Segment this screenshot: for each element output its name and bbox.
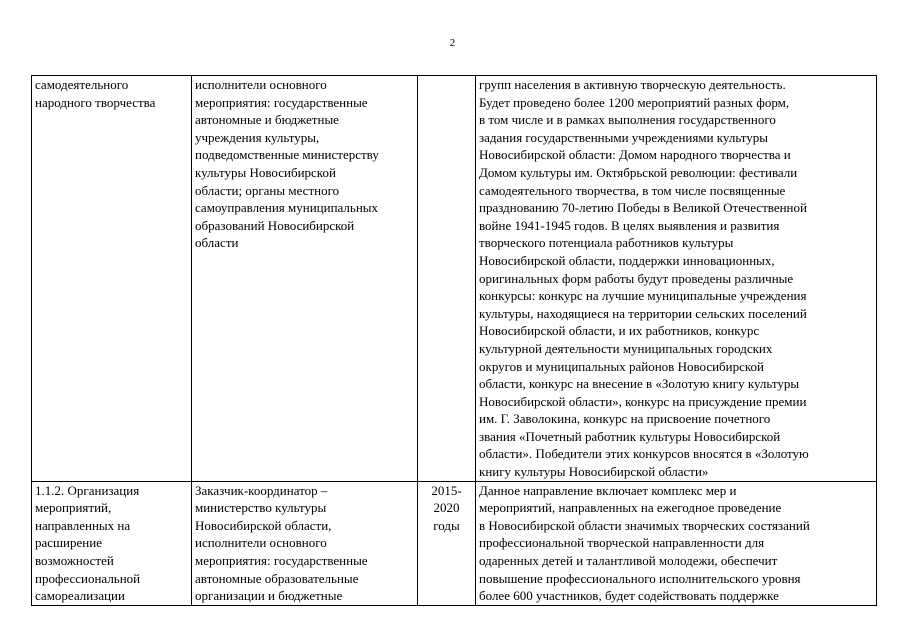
description-cell xyxy=(476,481,877,605)
program-table xyxy=(31,75,877,606)
executors-cell xyxy=(192,481,418,605)
executors-cell xyxy=(192,76,418,482)
description-text: Данное направление включает комплекс мер и мероприятий, направленных на ежегодное проведение в Новосибирской области значимых творческих состязаний профессиональной творческой направленности для одаренных детей и талантливой молодежи, обеспечит повышение профессионального исполнительского уровня более 600 участников, будет содействовать поддержке xyxy=(479,482,810,604)
description-text: групп населения в активную творческую деятельность. Будет проведено более 1200 мероприятий разных форм, в том числе и в рамках выполнения государственного задания государственными учреждениями культуры Новосибирской области: Домом народного творчества и Домом культуры им. Октябрьской революции: фестивали самодеятельного творчества, в том числе посвященные празднованию 70-летию Победы в Великой Отечественной войне 1941-1945 годов. В целях выявления и развития творческого потенциала работников культуры Новосибирской области, поддержки инновационных, оригинальных форм работы будут проведены различные конкурсы: конкурс на лучшие муниципальные учреждения культуры, находящиеся на территории сельских поселений Новосибирской области, и их работников, конкурс культурной деятельности муниципальных городских округов и муниципальных районов Новосибирской области, конкурс на внесение в «Золотую книгу культуры Новосибирской области», конкурс на присуждение премии им. Г. Заволокина, конкурс на присвоение почетного звания «Почетный работник культуры Новосибирской области». Победители этих конкурсов вносятся в «Золотую книгу культуры Новосибирской области» xyxy=(479,77,809,480)
period-cell xyxy=(418,76,476,482)
activity-name-cell xyxy=(32,481,192,605)
period-text: 2015- 2020 годы xyxy=(431,482,462,533)
executors-text: исполнители основного мероприятия: государственные автономные и бюджетные учреждения культуры, подведомственные министерству культуры Новосибирской области; органы местного самоуправления муниципальных образований Новосибирской области xyxy=(195,77,379,251)
activity-name: самодеятельного народного творчества xyxy=(35,77,156,110)
description-cell xyxy=(476,76,877,482)
page-number: 2 xyxy=(449,37,456,49)
period-cell xyxy=(418,481,476,605)
table-row xyxy=(32,481,877,605)
table-row xyxy=(32,76,877,482)
activity-name: 1.1.2. Организация мероприятий, направленных на расширение возможностей профессиональной самореализации xyxy=(35,482,141,604)
activity-name-cell xyxy=(32,76,192,482)
executors-text: Заказчик-координатор – министерство культуры Новосибирской области, исполнители основного мероприятия: государственные автономные образовательные организации и бюджетные xyxy=(195,482,368,604)
